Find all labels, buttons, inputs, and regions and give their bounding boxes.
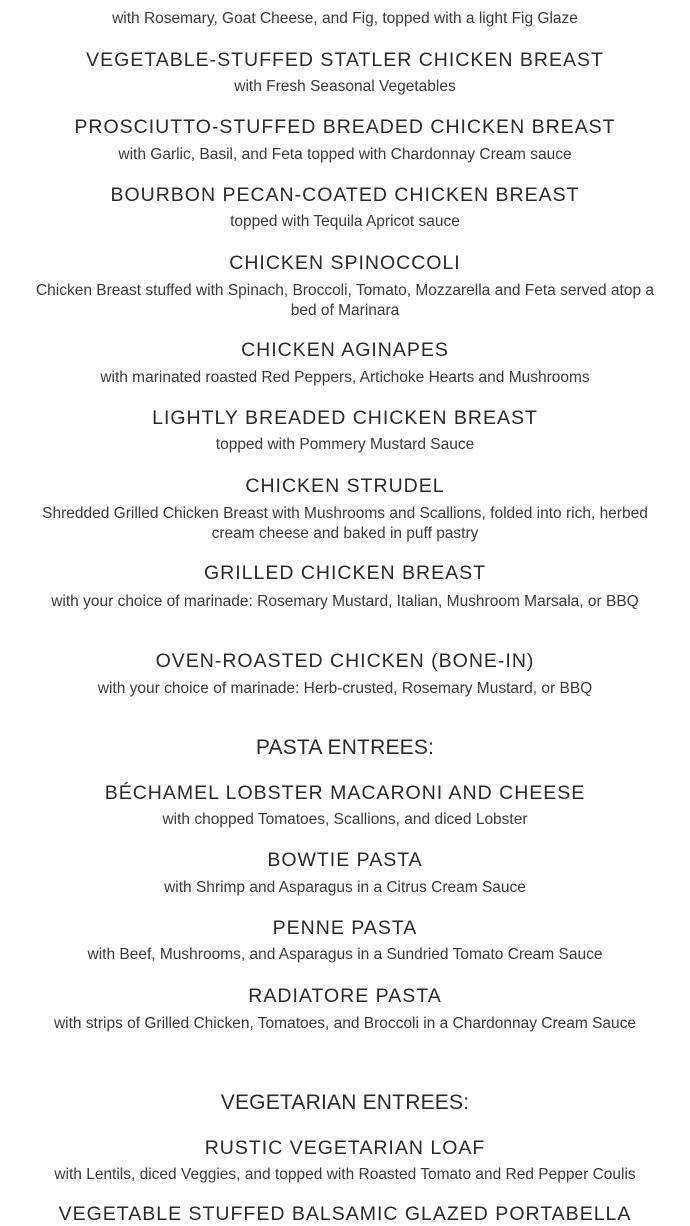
- menu-item-desc: with marinated roasted Red Peppers, Artichoke Hearts and Mushrooms: [100, 369, 590, 386]
- menu-item-desc: with Shrimp and Asparagus in a Citrus Cream Sauce: [164, 879, 526, 896]
- section-heading-vegetarian: VEGETARIAN ENTREES:: [220, 1091, 470, 1114]
- section-heading-pasta: PASTA ENTREES:: [255, 736, 435, 759]
- menu-item-title: BÉCHAMEL LOBSTER MACARONI AND CHEESE: [104, 782, 586, 804]
- menu-item-title: GRILLED CHICKEN BREAST: [203, 562, 487, 584]
- menu-item-title: BOWTIE PASTA: [267, 849, 423, 871]
- menu-item-title: BOURBON PECAN-COATED CHICKEN BREAST: [110, 184, 580, 206]
- menu-item-title: RUSTIC VEGETARIAN LOAF: [204, 1137, 486, 1159]
- menu-item-desc: with strips of Grilled Chicken, Tomatoes, and Broccoli in a Chardonnay Cream Sauce: [53, 1015, 637, 1032]
- menu-item-title: CHICKEN AGINAPES: [241, 339, 449, 361]
- menu-item-title: CHICKEN STRUDEL: [245, 475, 445, 497]
- menu-item-title: LIGHTLY BREADED CHICKEN BREAST: [152, 407, 538, 429]
- menu-item-desc: Chicken Breast stuffed with Spinach, Broccoli, Tomato, Mozzarella and Feta served atop a bed of Marinara: [35, 282, 655, 319]
- menu-item-title: PENNE PASTA: [272, 917, 418, 939]
- menu-item-desc: with Fresh Seasonal Vegetables: [234, 78, 456, 95]
- menu-item-desc: topped with Pommery Mustard Sauce: [215, 436, 475, 453]
- menu-item-title: PROSCIUTTO-STUFFED BREADED CHICKEN BREAST: [74, 116, 616, 138]
- menu-item-title: VEGETABLE-STUFFED STATLER CHICKEN BREAST: [86, 49, 604, 71]
- menu-item-desc: with chopped Tomatoes, Scallions, and diced Lobster: [162, 811, 528, 828]
- menu-item-title: CHICKEN SPINOCCOLI: [229, 252, 461, 274]
- menu-item-title: VEGETABLE STUFFED BALSAMIC GLAZED PORTABELLA: [58, 1203, 632, 1225]
- menu-item-desc: topped with Tequila Apricot sauce: [230, 213, 460, 230]
- menu-item-title: OVEN-ROASTED CHICKEN (BONE-IN): [155, 650, 535, 672]
- menu-item-desc: Shredded Grilled Chicken Breast with Mushrooms and Scallions, folded into rich, herbed cream cheese and baked in puff pastry: [42, 505, 648, 542]
- menu-item-desc: with Beef, Mushrooms, and Asparagus in a Sundried Tomato Cream Sauce: [87, 946, 603, 963]
- menu-item-desc: with your choice of marinade: Herb-crusted, Rosemary Mustard, or BBQ: [97, 680, 593, 697]
- menu-item-desc: with your choice of marinade: Rosemary Mustard, Italian, Mushroom Marsala, or BBQ: [51, 593, 639, 610]
- menu-item-desc: with Rosemary, Goat Cheese, and Fig, topped with a light Fig Glaze: [112, 10, 578, 27]
- menu-item-desc: with Lentils, diced Veggies, and topped with Roasted Tomato and Red Pepper Coulis: [54, 1166, 636, 1183]
- menu-item-title: RADIATORE PASTA: [248, 985, 442, 1007]
- menu-item-desc: with Garlic, Basil, and Feta topped with Chardonnay Cream sauce: [118, 146, 572, 163]
